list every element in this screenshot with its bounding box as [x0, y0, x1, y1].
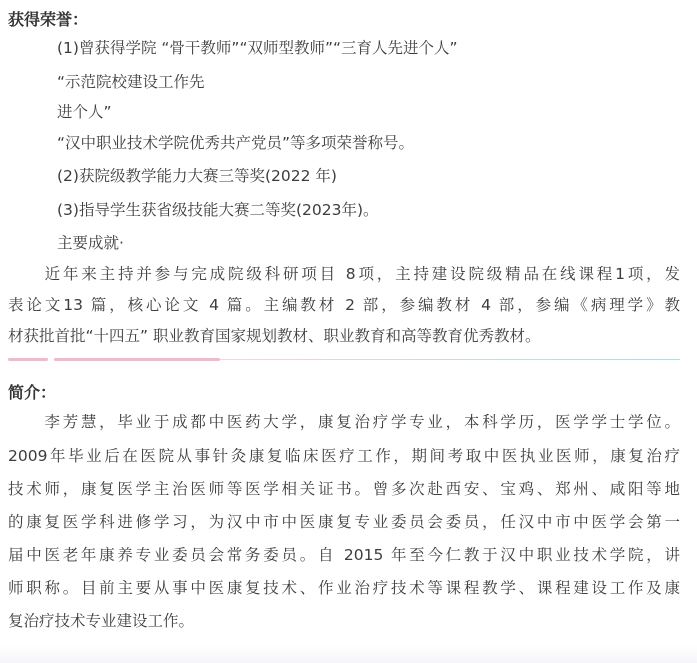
intro-line-7: 复治疗技术专业建设工作。	[8, 612, 195, 630]
divider-teal-line	[220, 359, 680, 360]
honor-line-1: (1)曾获得学院 “骨干教师”“双师型教师”“三育人先进个人”	[57, 39, 458, 57]
honor-line-5: (2)获院级教学能力大赛三等奖(2022 年)	[57, 167, 337, 185]
achievement-line-3: 材获批首批“十四五” 职业教育国家规划教材、职业教育和高等教育优秀教材。	[8, 327, 541, 345]
intro-line-3: 技术师，康复医学主治医师等医学相关证书。曾多次赴西安、宝鸡、郑州、咸阳等地	[8, 480, 680, 498]
divider-pink-long	[54, 358, 220, 361]
intro-line-1: 李芳慧，毕业于成都中医药大学，康复治疗学专业，本科学历，医学学士学位。	[8, 413, 680, 431]
honor-line-2: “示范院校建设工作先	[57, 73, 205, 91]
intro-line-4: 的康复医学科进修学习，为汉中市中医康复专业委员会委员，任汉中市中医学会第一	[8, 513, 680, 531]
intro-line-5: 届中医老年康养专业委员会常务委员。自 2015 年至今仁教于汉中职业技术学院，讲	[8, 546, 680, 564]
section-divider	[8, 356, 680, 362]
honor-line-6: (3)指导学生获省级技能大赛二等奖(2023年)。	[57, 201, 379, 219]
honor-line-4: “汉中职业技术学院优秀共产党员”等多项荣誉称号。	[57, 134, 415, 152]
bottom-fade	[0, 645, 697, 663]
honors-title: 获得荣誉：	[8, 10, 89, 29]
achievement-line-2: 表论文13 篇，核心论文 4 篇。主编教材 2 部，参编教材 4 部，参编《病理学》教	[8, 296, 680, 314]
honor-line-3: 进个人”	[57, 103, 112, 121]
intro-title: 简介：	[8, 383, 57, 402]
achievement-heading: 主要成就·	[57, 234, 124, 252]
achievement-line-1: 近年来主持并参与完成院级科研项目 8项，主持建设院级精品在线课程1项，发	[8, 265, 680, 283]
divider-pink-short	[8, 358, 48, 361]
intro-line-2: 2009年毕业后在医院从事针灸康复临床医疗工作，期间考取中医执业医师，康复治疗	[8, 447, 680, 465]
intro-line-6: 师职称。目前主要从事中医康复技术、作业治疗技术等课程教学、课程建设工作及康	[8, 579, 680, 597]
